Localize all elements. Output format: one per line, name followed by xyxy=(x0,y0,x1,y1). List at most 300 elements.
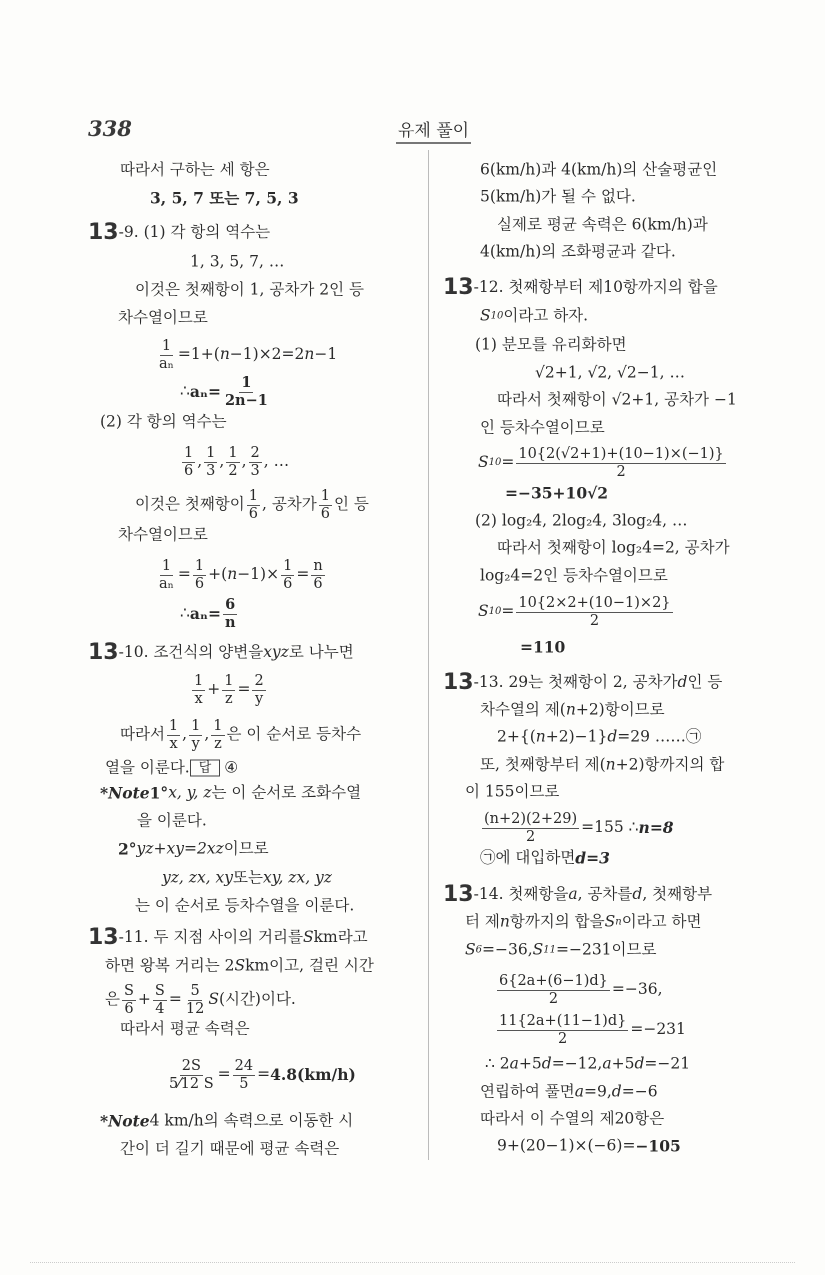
text-run: =−12, xyxy=(551,1054,603,1073)
fraction-numerator: 5 xyxy=(190,983,200,999)
math-variable: n xyxy=(605,755,616,774)
math-variable: d xyxy=(632,885,643,904)
text-run: ④ xyxy=(224,758,239,777)
subscript: 10 xyxy=(488,606,502,617)
problem-number: 13 xyxy=(443,882,474,907)
fraction-denominator: x xyxy=(194,690,203,707)
text-run: ∴ xyxy=(180,604,190,623)
text-run: log₂4=2인 등차수열이므로 xyxy=(480,566,668,585)
fraction-denominator: y xyxy=(191,735,200,752)
math-variable: yz+xy=2xz xyxy=(136,839,224,858)
text-run: 따라서 첫째항이 log₂4=2, 공차가 xyxy=(497,538,730,557)
text-run: +5 xyxy=(611,1054,635,1073)
text-run: 차수열의 제( xyxy=(480,700,566,719)
math-variable: a xyxy=(602,1054,612,1073)
right-text-line xyxy=(497,217,708,233)
fraction-denominator: 4 xyxy=(155,1000,165,1017)
left-text-line xyxy=(105,760,238,777)
fraction-denominator: aₙ xyxy=(159,575,174,592)
fraction-denominator: z xyxy=(225,690,233,707)
left-text-line xyxy=(190,674,268,706)
text-run: = xyxy=(501,602,515,621)
math-variable: n xyxy=(499,912,510,931)
bold-text: d=3 xyxy=(575,848,610,868)
fraction xyxy=(247,489,260,521)
text-run: 인 등 xyxy=(687,673,723,692)
bold-text: 3, 5, 7 또는 7, 5, 3 xyxy=(150,188,299,208)
text-run: −1)× xyxy=(237,565,280,584)
text-run: 항까지의 합을 xyxy=(509,912,605,931)
text-run: (시간)이다. xyxy=(218,990,296,1009)
fraction-numerator: S xyxy=(123,983,134,999)
fraction xyxy=(189,719,202,751)
text-run: =−36, xyxy=(482,940,533,959)
fraction-denominator: 2 xyxy=(558,1030,568,1047)
fraction-numerator: 1 xyxy=(168,718,179,734)
fraction-numerator: 1 xyxy=(228,445,238,461)
text-run: 따라서 평균 속력은 xyxy=(120,1019,250,1038)
right-text-line xyxy=(497,729,701,745)
left-text-line xyxy=(190,254,284,270)
left-text-line xyxy=(135,489,369,521)
bold-text: Note xyxy=(108,783,150,803)
math-variable: a xyxy=(574,1082,585,1101)
fraction-numerator: 10{2×2+(10−1)×2} xyxy=(518,595,671,611)
right-text-line xyxy=(480,757,724,773)
text-run: -10. 조건식의 양변을 xyxy=(118,643,264,662)
text-run: + xyxy=(207,680,221,699)
text-run: , 공차를 xyxy=(577,885,633,904)
fraction-denominator: 6 xyxy=(124,1000,134,1017)
bold-text: aₙ= xyxy=(189,382,221,402)
text-run: =−21 xyxy=(644,1054,691,1073)
right-text-line xyxy=(480,1084,658,1100)
math-variable: S xyxy=(604,912,616,931)
left-text-line xyxy=(88,222,270,244)
text-run: -12. 첫째항부터 제10항까지의 합을 xyxy=(473,278,718,297)
text-run: 4 km/h의 속력으로 이동한 시 xyxy=(149,1111,354,1130)
right-text-line xyxy=(478,447,728,479)
right-text-line xyxy=(480,850,610,866)
fraction xyxy=(249,446,262,478)
text-run: = xyxy=(217,1065,231,1084)
text-run: =−231 xyxy=(630,1020,686,1039)
text-run: , xyxy=(182,725,188,744)
fraction xyxy=(497,1014,628,1046)
math-variable: n xyxy=(227,565,238,584)
fraction xyxy=(184,984,206,1016)
text-run: 2+{( xyxy=(497,727,536,746)
text-run: 또는 xyxy=(233,868,263,887)
text-run: =9, xyxy=(584,1082,612,1101)
text-run: ㉠에 대입하면 xyxy=(480,848,576,867)
text-run: 이 155이므로 xyxy=(465,782,560,801)
fraction-denominator: x xyxy=(169,735,178,752)
subscript: n xyxy=(615,916,622,927)
text-run: = xyxy=(177,565,191,584)
fraction-denominator: 3 xyxy=(250,462,260,479)
left-text-line xyxy=(120,162,270,178)
left-text-line xyxy=(135,282,364,298)
fraction-denominator: 2 xyxy=(589,612,600,629)
text-run: = xyxy=(168,990,182,1009)
text-run: 는 이 순서로 조화수열 xyxy=(211,783,362,802)
bold-text: Note xyxy=(108,1111,150,1131)
bold-text: 4.8(km/h) xyxy=(270,1065,356,1085)
fraction-numerator: S xyxy=(154,983,165,999)
fraction xyxy=(226,446,239,478)
fraction xyxy=(222,674,235,706)
math-variable: S xyxy=(302,928,314,947)
text-run: 1, 3, 5, 7, … xyxy=(190,252,285,271)
text-run: 터 제 xyxy=(465,912,500,931)
text-run: (2) log₂4, 2log₂4, 3log₂4, … xyxy=(475,511,688,530)
left-text-line xyxy=(180,446,289,478)
math-variable: xy, zx, yz xyxy=(263,868,332,887)
text-run: 따라서 xyxy=(120,725,165,744)
text-run: , xyxy=(219,452,225,471)
math-variable: S xyxy=(532,940,544,959)
text-run: , xyxy=(241,452,247,471)
right-text-line xyxy=(535,365,685,381)
text-run: =1+( xyxy=(177,345,220,364)
text-run: ∴ 2 xyxy=(485,1054,510,1073)
bold-text: 1° xyxy=(149,783,169,803)
fraction xyxy=(319,489,332,521)
text-run: 4(km/h)의 조화평균과 같다. xyxy=(480,242,676,261)
text-run: , 첫째항부 xyxy=(642,885,713,904)
left-text-line xyxy=(120,1021,250,1037)
bold-text: n=8 xyxy=(638,818,674,838)
right-text-line xyxy=(520,639,565,655)
math-variable: S xyxy=(465,940,476,959)
math-variable: n xyxy=(565,700,576,719)
fraction xyxy=(167,719,180,751)
fraction-denominator: y xyxy=(254,690,264,707)
section-title: 유제 풀이 xyxy=(396,116,471,144)
bold-text: * xyxy=(100,1111,109,1131)
text-run: 간이 더 길기 때문에 평균 속력은 xyxy=(120,1139,340,1158)
text-run: -14. 첫째항을 xyxy=(473,885,569,904)
math-variable: xyz xyxy=(263,643,289,662)
fraction-numerator: 1 xyxy=(161,558,172,574)
left-text-line xyxy=(180,376,272,408)
fraction-numerator: 11{2a+(11−1)d} xyxy=(499,1013,627,1029)
fraction-denominator: aₙ xyxy=(159,355,174,372)
right-text-line xyxy=(480,1111,664,1127)
text-run: 인 등차수열이므로 xyxy=(480,418,605,437)
right-text-line xyxy=(480,244,676,260)
text-run: 이라고 하자. xyxy=(503,306,589,325)
text-run: -9. (1) 각 항의 역수는 xyxy=(118,223,271,242)
left-text-line xyxy=(100,414,227,430)
fraction-numerator: 2 xyxy=(250,445,260,461)
math-variable: n xyxy=(219,345,230,364)
text-run: + xyxy=(137,990,151,1009)
text-run: = xyxy=(257,1065,271,1084)
bold-text: =−35+10√2 xyxy=(505,483,609,503)
fraction xyxy=(233,1059,255,1091)
right-text-line xyxy=(485,1056,690,1072)
fraction-denominator: 6 xyxy=(320,505,330,522)
left-text-line xyxy=(150,190,299,206)
left-text-line xyxy=(120,719,361,751)
fraction-numerator: 1 xyxy=(248,488,258,504)
left-text-line xyxy=(180,598,240,630)
left-text-line xyxy=(135,898,354,914)
fraction-numerator: 1 xyxy=(283,558,293,574)
text-run: 이것은 첫째항이 1, 공차가 2인 등 xyxy=(135,280,364,299)
text-run: 은 xyxy=(105,990,120,1009)
problem-number: 13 xyxy=(88,925,119,950)
fraction xyxy=(223,376,270,408)
fraction-denominator: 2 xyxy=(548,990,559,1007)
fraction-denominator: 6 xyxy=(248,505,258,522)
right-text-line xyxy=(465,784,559,800)
math-variable: S xyxy=(480,306,491,325)
fraction-numerator: 1 xyxy=(213,718,223,734)
right-text-line xyxy=(478,596,675,628)
fraction-numerator: n xyxy=(313,558,323,574)
right-text-line xyxy=(443,672,722,694)
text-run: , xyxy=(197,452,203,471)
text-run: 이므로 xyxy=(223,839,269,858)
fraction-numerator: 1 xyxy=(194,673,204,689)
fraction xyxy=(182,446,195,478)
page-number: 338 xyxy=(88,116,132,141)
math-variable: a xyxy=(568,885,578,904)
text-run: , xyxy=(204,725,210,744)
text-run: km라고 xyxy=(313,928,368,947)
subscript: 10 xyxy=(490,310,504,321)
left-text-line xyxy=(155,559,327,591)
subscript: 10 xyxy=(488,457,502,468)
text-run: 열을 이룬다. xyxy=(105,758,190,777)
math-variable: n xyxy=(535,727,546,746)
text-run: =29 ……㉠ xyxy=(617,727,702,746)
math-variable: S xyxy=(208,990,219,1009)
text-run: +( xyxy=(208,565,228,584)
right-text-line xyxy=(480,812,674,844)
right-text-line xyxy=(495,974,663,1006)
right-text-line xyxy=(480,702,665,718)
bold-text: * xyxy=(100,783,109,803)
text-run: 하면 왕복 거리는 2 xyxy=(105,956,235,975)
text-run: 로 나누면 xyxy=(288,643,354,662)
right-text-line xyxy=(443,884,712,906)
text-run: √2+1, √2, √2−1, … xyxy=(535,363,685,382)
math-variable: d xyxy=(634,1054,645,1073)
fraction-numerator: 24 xyxy=(234,1058,254,1074)
fraction-numerator: 1 xyxy=(161,338,172,354)
left-text-line xyxy=(118,841,269,857)
fraction-denominator: 6 xyxy=(283,575,293,592)
fraction-numerator: (n+2)(2+29) xyxy=(484,811,578,827)
problem-number: 13 xyxy=(443,275,474,300)
text-run: =−36, xyxy=(611,980,663,999)
left-text-line xyxy=(88,927,368,949)
text-run: −1 xyxy=(314,345,338,364)
left-text-line xyxy=(162,870,332,886)
text-run: , … xyxy=(263,452,290,471)
fraction-denominator: 2n−1 xyxy=(224,391,268,409)
bold-text: =110 xyxy=(520,637,566,657)
fraction-denominator: 6 xyxy=(313,575,323,592)
right-text-line xyxy=(475,513,688,529)
text-run: 을 이룬다. xyxy=(137,811,207,830)
left-text-line xyxy=(118,310,208,326)
math-variable: yz, zx, xy xyxy=(162,868,234,887)
text-run: −1)×2=2 xyxy=(229,345,305,364)
text-run: 이라고 하면 xyxy=(621,912,702,931)
math-variable: n xyxy=(304,345,315,364)
right-text-line xyxy=(443,277,718,299)
fraction-numerator: 1 xyxy=(191,718,201,734)
fraction xyxy=(211,719,224,751)
fraction xyxy=(281,559,294,591)
fraction xyxy=(516,447,725,479)
left-text-line xyxy=(88,642,354,664)
bold-text: 2° xyxy=(118,839,137,859)
subscript: 11 xyxy=(543,944,556,955)
right-text-line xyxy=(480,568,668,584)
fraction-numerator: 1 xyxy=(224,673,234,689)
fraction-numerator: 1 xyxy=(241,374,252,391)
fraction-denominator: 6 xyxy=(184,462,194,479)
fraction xyxy=(192,674,205,706)
left-text-line xyxy=(105,984,296,1016)
problem-number: 13 xyxy=(88,640,119,665)
fraction-numerator: 10{2(√2+1)+(10−1)×(−1)} xyxy=(518,446,724,462)
text-run: 5(km/h)가 될 수 없다. xyxy=(480,187,636,206)
math-variable: x, y, z xyxy=(168,783,212,802)
text-run: 6(km/h)과 4(km/h)의 산술평균인 xyxy=(480,160,718,179)
text-run: =−231이므로 xyxy=(555,940,657,959)
bold-text: −105 xyxy=(635,1136,681,1156)
text-run: +2)항이므로 xyxy=(575,700,665,719)
fraction-numerator: 1 xyxy=(206,445,216,461)
text-run: = xyxy=(501,453,515,472)
left-text-line xyxy=(165,1059,356,1091)
text-run: 이것은 첫째항이 xyxy=(135,495,245,514)
answer-label-box: 답 xyxy=(190,760,221,777)
text-run: +2)항까지의 합 xyxy=(615,755,725,774)
column-divider xyxy=(428,150,429,1160)
fraction xyxy=(516,596,672,628)
fraction-denominator: 12 xyxy=(185,1000,205,1017)
text-run: +5 xyxy=(518,1054,542,1073)
text-run: 또, 첫째항부터 제( xyxy=(480,755,606,774)
right-text-line xyxy=(497,392,737,408)
left-text-line xyxy=(120,1141,339,1157)
text-run: = xyxy=(237,680,251,699)
left-text-line xyxy=(137,813,207,829)
fraction xyxy=(153,984,167,1016)
fraction xyxy=(157,339,176,371)
math-variable: d xyxy=(541,1054,552,1073)
text-run: =−6 xyxy=(621,1082,658,1101)
fraction-numerator: 6{2a+(6−1)d} xyxy=(499,973,608,989)
math-variable: S xyxy=(478,453,489,472)
math-variable: d xyxy=(611,1082,622,1101)
text-run: =155 ∴ xyxy=(581,818,639,837)
right-text-line xyxy=(480,189,636,205)
fraction-denominator: 2 xyxy=(228,462,238,479)
text-run: -11. 두 지점 사이의 거리를 xyxy=(118,928,303,947)
text-run: 실제로 평균 속력은 6(km/h)과 xyxy=(497,215,708,234)
footer-rule xyxy=(30,1262,795,1263)
fraction-denominator: 6 xyxy=(194,575,205,592)
fraction-denominator: n xyxy=(224,613,236,631)
fraction xyxy=(193,559,206,591)
left-text-line xyxy=(100,1113,353,1129)
fraction-numerator: 1 xyxy=(194,558,205,574)
left-text-line xyxy=(100,785,361,801)
subscript: 6 xyxy=(475,944,482,955)
fraction-denominator: 3 xyxy=(206,462,216,479)
bold-text: aₙ= xyxy=(189,604,221,624)
right-text-line xyxy=(465,942,656,958)
left-text-line xyxy=(105,958,374,974)
text-run: 는 이 순서로 등차수열을 이룬다. xyxy=(135,896,355,915)
text-run: (1) 분모를 유리화하면 xyxy=(475,335,627,354)
problem-number: 13 xyxy=(443,670,474,695)
text-run: km이고, 걸린 시간 xyxy=(245,956,374,975)
text-run: 연립하여 풀면 xyxy=(480,1082,575,1101)
math-variable: S xyxy=(234,956,246,975)
text-run: 차수열이므로 xyxy=(118,308,208,327)
fraction-numerator: 1 xyxy=(184,445,194,461)
fraction xyxy=(204,446,217,478)
right-text-line xyxy=(480,420,605,436)
text-run: (2) 각 항의 역수는 xyxy=(100,412,227,431)
right-text-line xyxy=(495,1014,686,1046)
text-run: 9+(20−1)×(−6)= xyxy=(497,1136,636,1155)
fraction-denominator: z xyxy=(214,735,222,752)
fraction xyxy=(252,674,265,706)
fraction-denominator: 2 xyxy=(525,828,536,845)
text-run: ∴ xyxy=(180,382,190,401)
right-text-line xyxy=(497,540,730,556)
fraction-denominator: 5 xyxy=(239,1075,249,1092)
math-variable: d xyxy=(607,727,618,746)
left-text-line xyxy=(118,527,208,543)
fraction xyxy=(167,1059,216,1091)
fraction xyxy=(497,974,610,1006)
math-variable: a xyxy=(509,1054,519,1073)
fraction-denominator: 5⁄12 S xyxy=(169,1075,214,1092)
fraction-numerator: 2S xyxy=(181,1058,201,1074)
right-text-line xyxy=(497,1138,681,1154)
fraction xyxy=(157,559,176,591)
text-run: 인 등 xyxy=(334,495,369,514)
right-text-line xyxy=(480,308,588,324)
fraction xyxy=(482,812,579,844)
fraction-numerator: 6 xyxy=(225,596,236,613)
text-run: 따라서 첫째항이 √2+1, 공차가 −1 xyxy=(497,390,737,409)
text-run: , 공차가 xyxy=(261,495,317,514)
text-run: +2)−1} xyxy=(545,727,608,746)
right-text-line xyxy=(505,485,608,501)
text-run: 따라서 이 수열의 제20항은 xyxy=(480,1109,665,1128)
math-variable: d xyxy=(677,673,688,692)
right-text-line xyxy=(480,162,717,178)
fraction-numerator: 1 xyxy=(320,488,330,504)
text-run: 차수열이므로 xyxy=(118,525,208,544)
left-text-line xyxy=(155,339,337,371)
fraction-numerator: 2 xyxy=(254,673,264,689)
text-run: -13. 29는 첫째항이 2, 공차가 xyxy=(473,673,678,692)
